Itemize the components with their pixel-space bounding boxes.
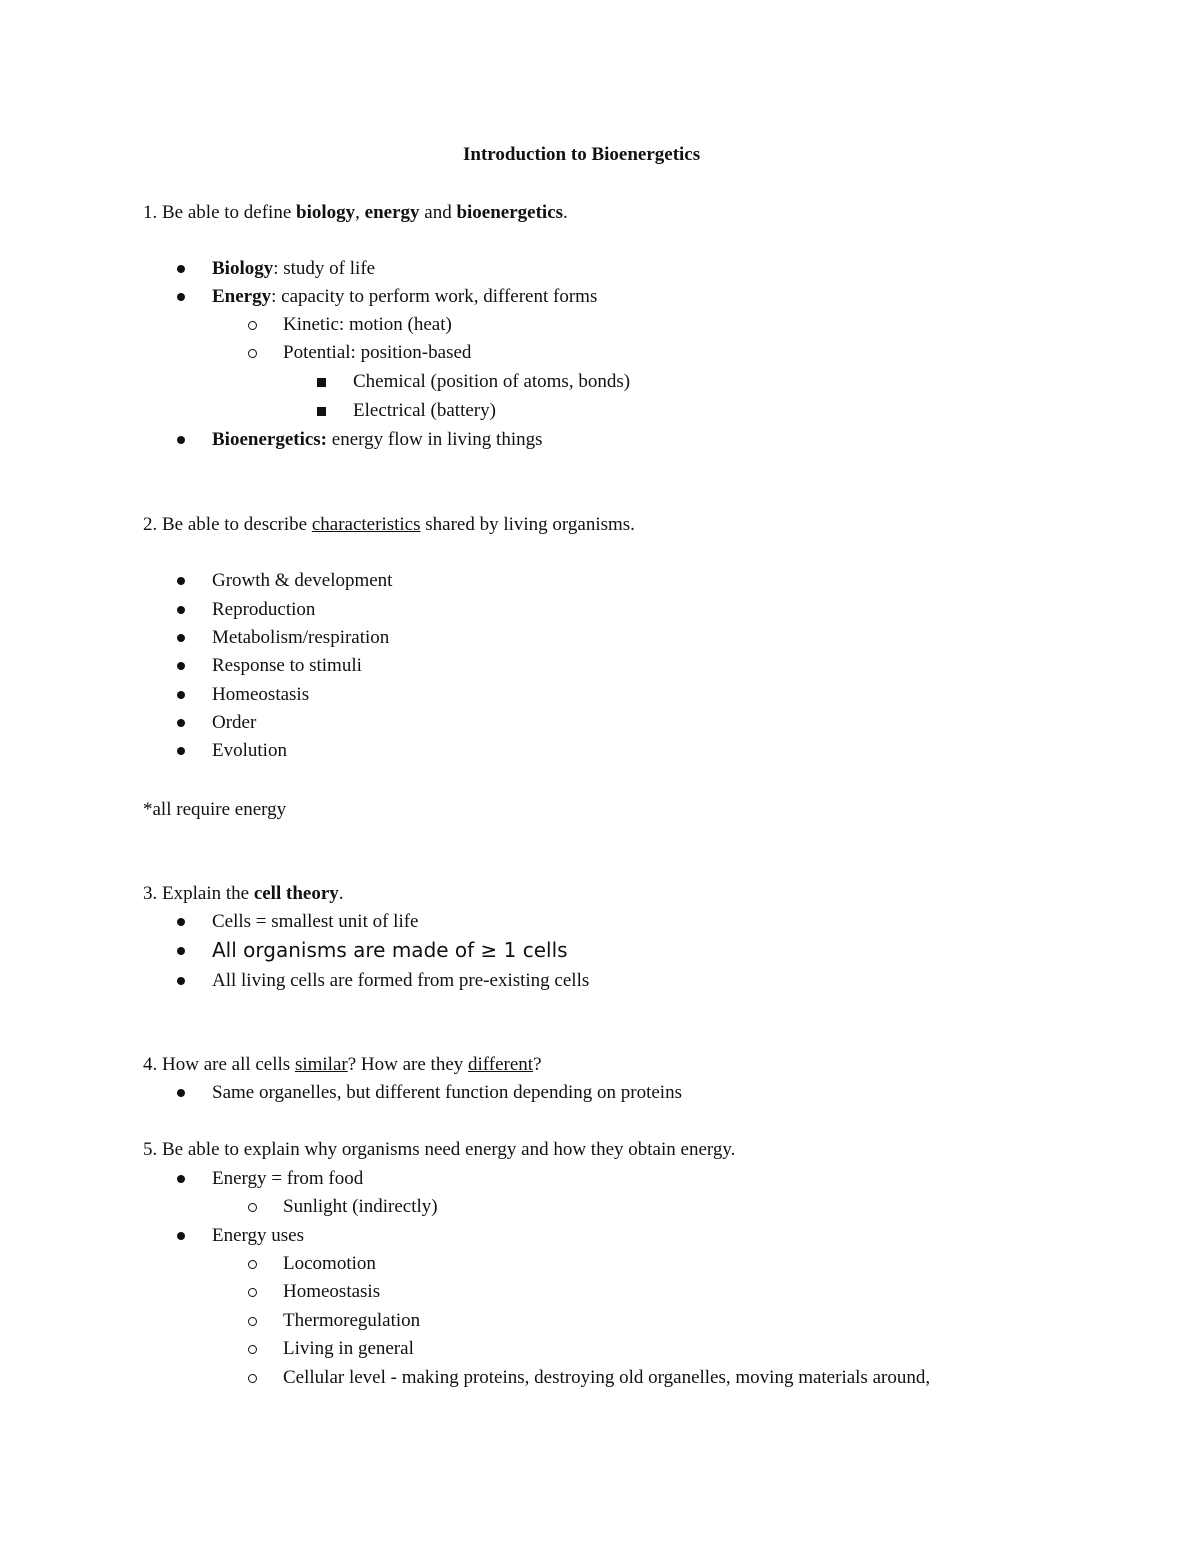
note: *all require energy <box>143 799 287 820</box>
page-title: Introduction to Bioenergetics <box>463 144 701 165</box>
definition: : study of life <box>273 258 376 279</box>
q1-end: . <box>563 202 568 223</box>
question-1 <box>143 202 568 224</box>
bullet-disc-icon <box>177 691 185 699</box>
q1-term-energy: energy <box>364 202 420 223</box>
definition: : capacity to perform work, different forms <box>271 286 598 307</box>
list-item: Evolution <box>212 740 287 761</box>
list-item: Cellular level - making proteins, destroying old organelles, moving materials around, <box>283 1367 931 1388</box>
bullet-disc-icon <box>177 634 185 642</box>
q4-underlined-different: different <box>468 1054 534 1075</box>
bullet-disc-icon <box>177 577 185 585</box>
bullet-disc-icon <box>177 918 185 926</box>
bullet-disc-icon <box>177 947 185 955</box>
list-item: Reproduction <box>212 599 316 620</box>
question-2 <box>143 514 635 536</box>
question-4 <box>143 1054 542 1076</box>
q3-end: . <box>338 883 344 904</box>
term-bioenergetics: Bioenergetics: <box>212 429 328 450</box>
q4-part: 4. How are all cells <box>143 1054 295 1075</box>
bullet-disc-icon <box>177 719 185 727</box>
bullet-disc-icon <box>177 436 185 444</box>
list-item: Metabolism/respiration <box>212 627 390 648</box>
list-item: All living cells are formed from pre-existing cells <box>212 970 590 991</box>
list-item <box>212 429 543 451</box>
bullet-disc-icon <box>177 1175 185 1183</box>
q4-part: ? <box>533 1054 542 1075</box>
list-item: Homeostasis <box>283 1281 381 1302</box>
term-energy: Energy <box>212 286 272 307</box>
bullet-disc-icon <box>177 265 185 273</box>
bullet-disc-icon <box>177 662 185 670</box>
list-item: Homeostasis <box>212 684 310 705</box>
q1-prefix: 1. Be able to define <box>143 202 297 223</box>
bullet-circle-icon <box>248 321 257 330</box>
bullet-circle-icon <box>248 1288 257 1297</box>
bullet-disc-icon <box>177 293 185 301</box>
bullet-circle-icon <box>248 1203 257 1212</box>
question-3 <box>143 883 344 905</box>
bullet-disc-icon <box>177 747 185 755</box>
bullet-circle-icon <box>248 349 257 358</box>
q2-prefix: 2. Be able to describe <box>143 514 312 535</box>
q1-term-bioenergetics: bioenergetics <box>456 202 564 223</box>
list-item: Kinetic: motion (heat) <box>283 314 452 335</box>
list-item: Electrical (battery) <box>353 400 496 421</box>
bullet-disc-icon <box>177 977 185 985</box>
bullet-disc-icon <box>177 1089 185 1097</box>
bullet-circle-icon <box>248 1345 257 1354</box>
question-5: 5. Be able to explain why organisms need energy and how they obtain energy. <box>143 1139 736 1160</box>
q2-suffix: shared by living organisms. <box>420 514 635 535</box>
q4-underlined-similar: similar <box>294 1054 348 1075</box>
list-item: Potential: position-based <box>283 342 472 363</box>
bullet-square-icon <box>317 407 326 416</box>
list-item: Chemical (position of atoms, bonds) <box>353 371 631 392</box>
list-item: Sunlight (indirectly) <box>283 1196 438 1217</box>
list-item: Response to stimuli <box>212 655 362 676</box>
q1-term-biology: biology <box>296 202 356 223</box>
list-item: Same organelles, but different function depending on proteins <box>212 1082 682 1103</box>
list-item <box>212 258 375 280</box>
list-item: Energy uses <box>212 1225 304 1246</box>
q1-sep: and <box>419 202 457 223</box>
bullet-disc-icon <box>177 606 185 614</box>
list-item: Growth & development <box>212 570 393 591</box>
bullet-disc-icon <box>177 1232 185 1240</box>
list-item: Thermoregulation <box>283 1310 421 1331</box>
list-item <box>212 286 597 308</box>
list-item: All organisms are made of ≥ 1 cells <box>212 938 568 962</box>
list-item: Order <box>212 712 257 733</box>
q2-underlined: characteristics <box>311 514 421 535</box>
list-item: Cells = smallest unit of life <box>212 911 419 932</box>
bullet-circle-icon <box>248 1317 257 1326</box>
bullet-circle-icon <box>248 1260 257 1269</box>
q3-bold-term: cell theory <box>253 883 339 904</box>
list-item: Locomotion <box>283 1253 376 1274</box>
definition: energy flow in living things <box>327 429 543 450</box>
term-biology: Biology <box>212 258 274 279</box>
list-item: Living in general <box>283 1338 414 1359</box>
bullet-square-icon <box>317 378 326 387</box>
bullet-circle-icon <box>248 1374 257 1383</box>
q3-prefix: 3. Explain the <box>143 883 254 904</box>
q1-sep: , <box>355 202 365 223</box>
q4-part: ? How are they <box>347 1054 469 1075</box>
list-item: Energy = from food <box>212 1168 364 1189</box>
